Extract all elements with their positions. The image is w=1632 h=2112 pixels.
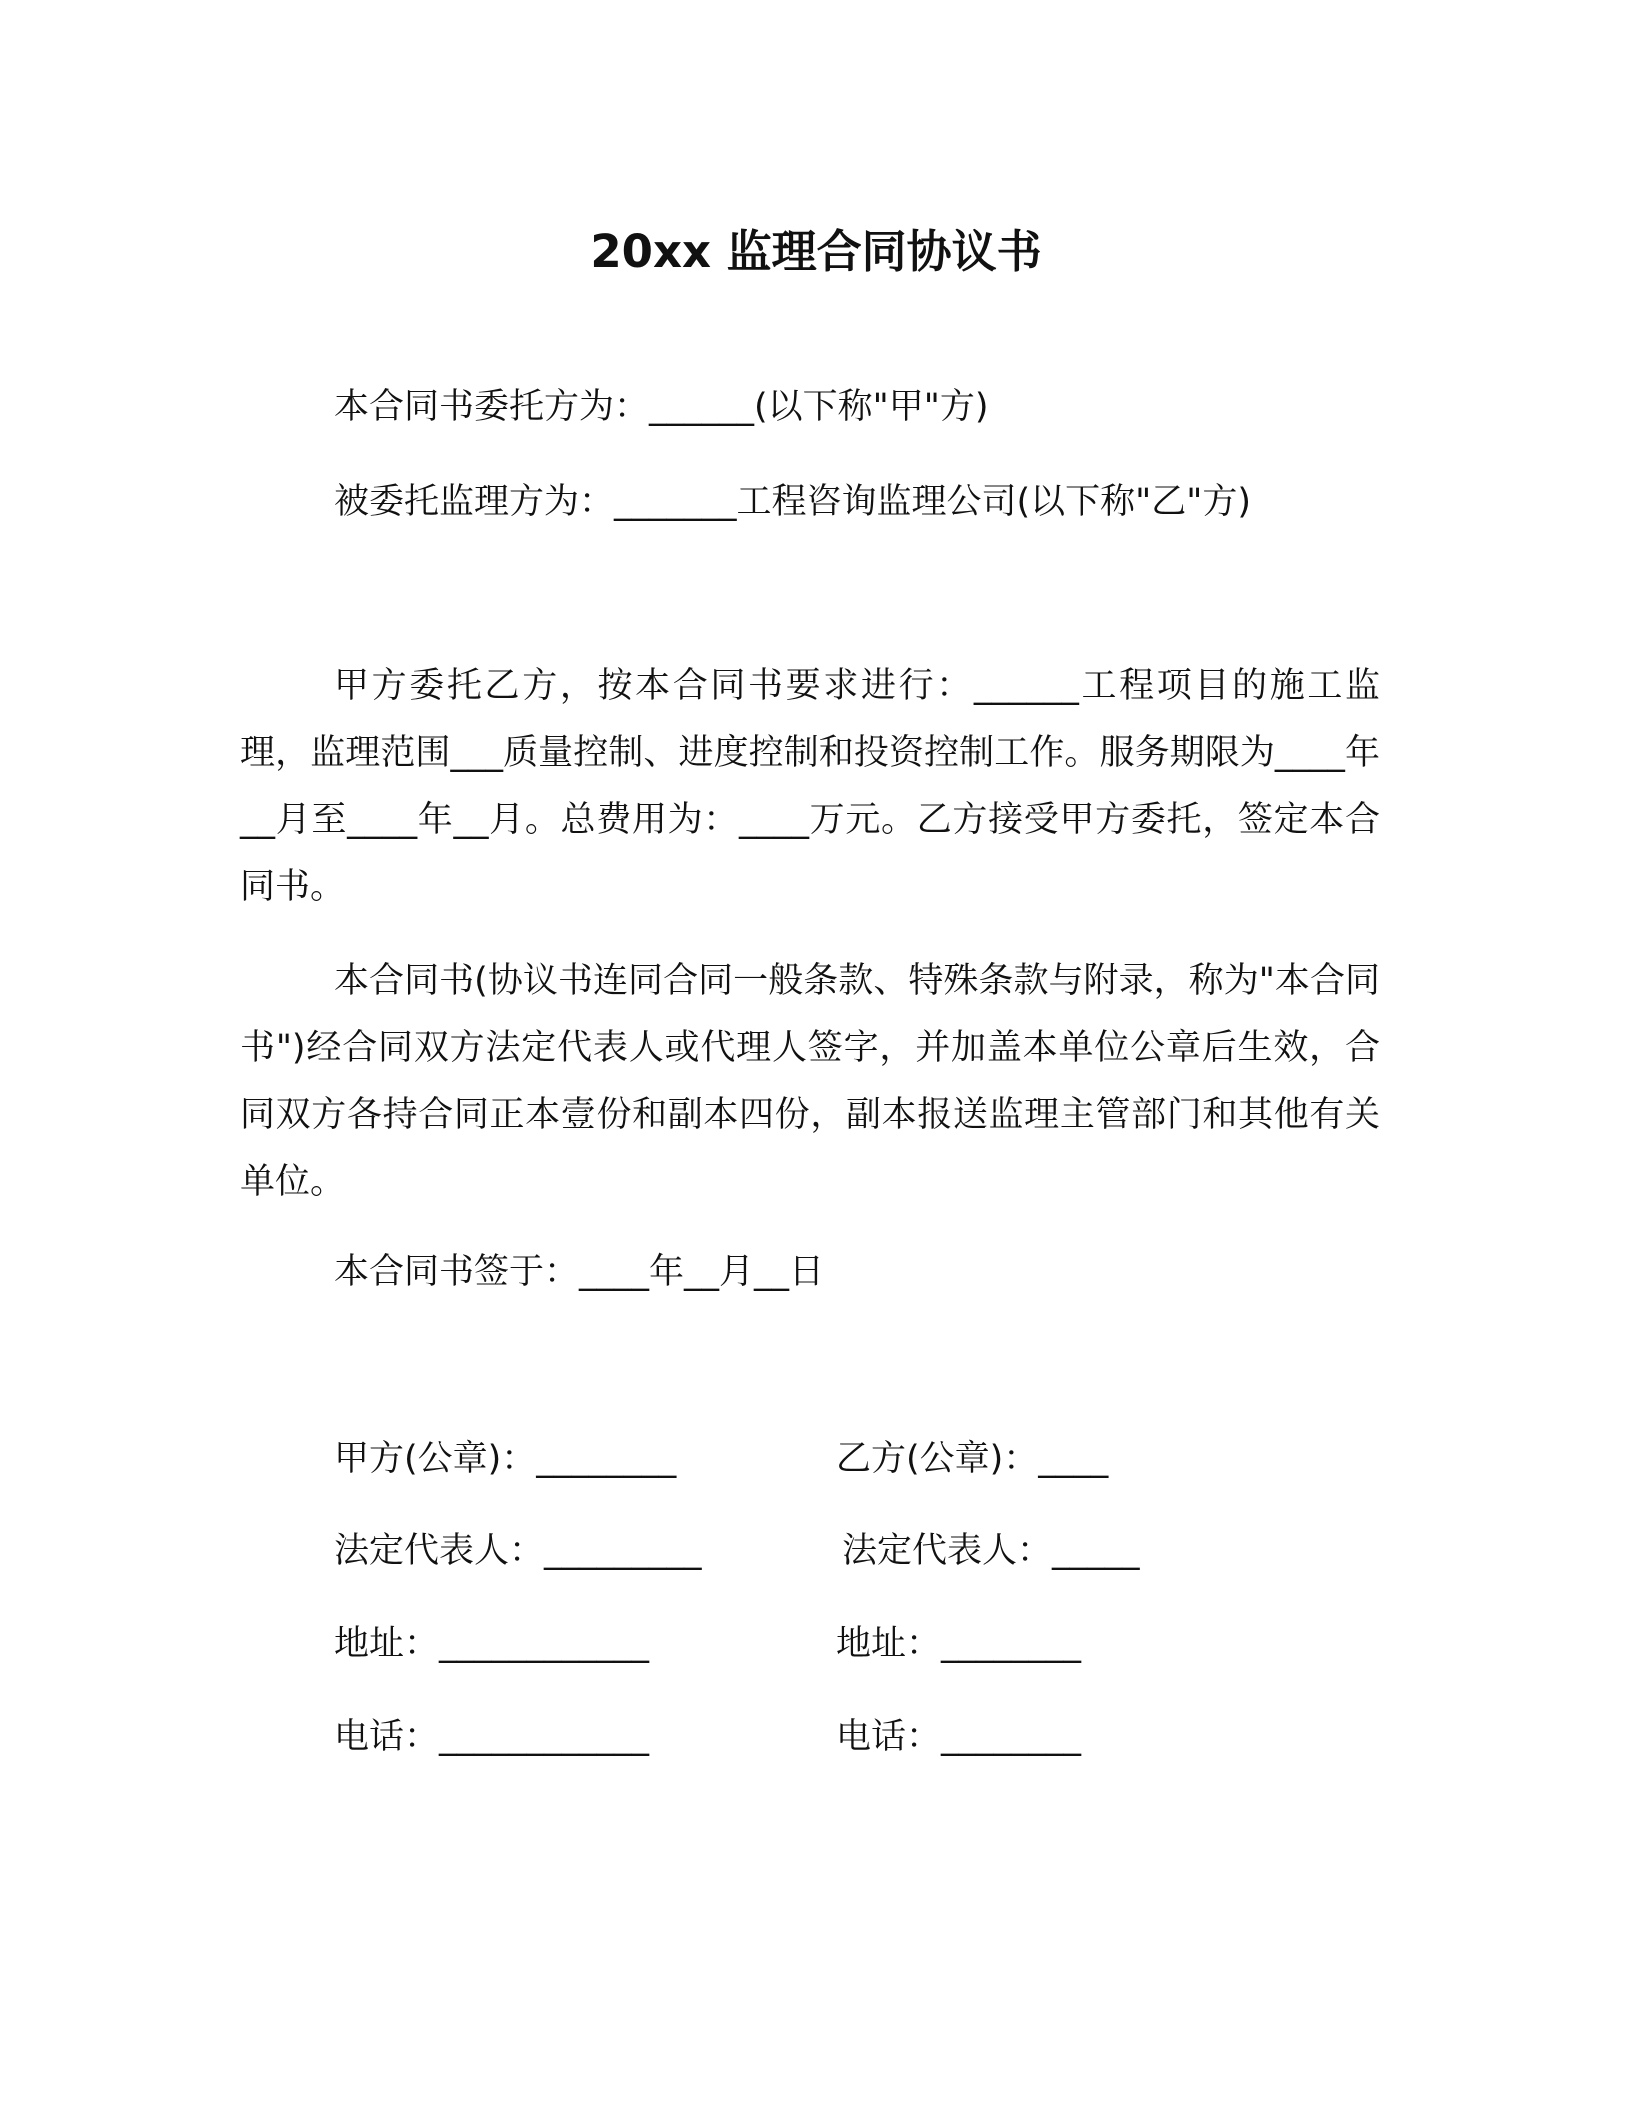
party-b-representative: 法定代表人：_____ [842, 1531, 1140, 1571]
party-b-seal: 乙方(公章)：____ [836, 1439, 1109, 1479]
validity-paragraph: 本合同书(协议书连同合同一般条款、特殊条款与附录，称为"本合同书")经合同双方法定代表人或代理人签字，并加盖本单位公章后生效，合同双方各持合同正本壹份和副本四份，副本报送监理主管部门和其他有关单位。 [240, 961, 1380, 1202]
party-a-address: 地址：____________ [334, 1624, 650, 1664]
party-a-representative: 法定代表人：_________ [334, 1531, 702, 1571]
supervisor-line: 被委托监理方为：_______工程咨询监理公司(以下称"乙"方) [334, 482, 1252, 522]
commission-paragraph: 甲方委托乙方，按本合同书要求进行：______工程项目的施工监理，监理范围___质量控制、进度控制和投资控制工作。服务期限为____年__月至____年__月。总费用为：____万元。乙方接受甲方委托，签定本合同书。 [240, 666, 1380, 907]
party-a-seal: 甲方(公章)：________ [334, 1439, 677, 1479]
party-b-phone: 电话：________ [836, 1717, 1082, 1757]
document-title: 20xx 监理合同协议书 [590, 225, 1042, 278]
party-b-address: 地址：________ [836, 1624, 1082, 1664]
client-line: 本合同书委托方为：______(以下称"甲"方) [334, 387, 989, 427]
party-a-phone: 电话：____________ [334, 1717, 650, 1757]
signed-date-line: 本合同书签于：____年__月__日 [334, 1252, 825, 1292]
